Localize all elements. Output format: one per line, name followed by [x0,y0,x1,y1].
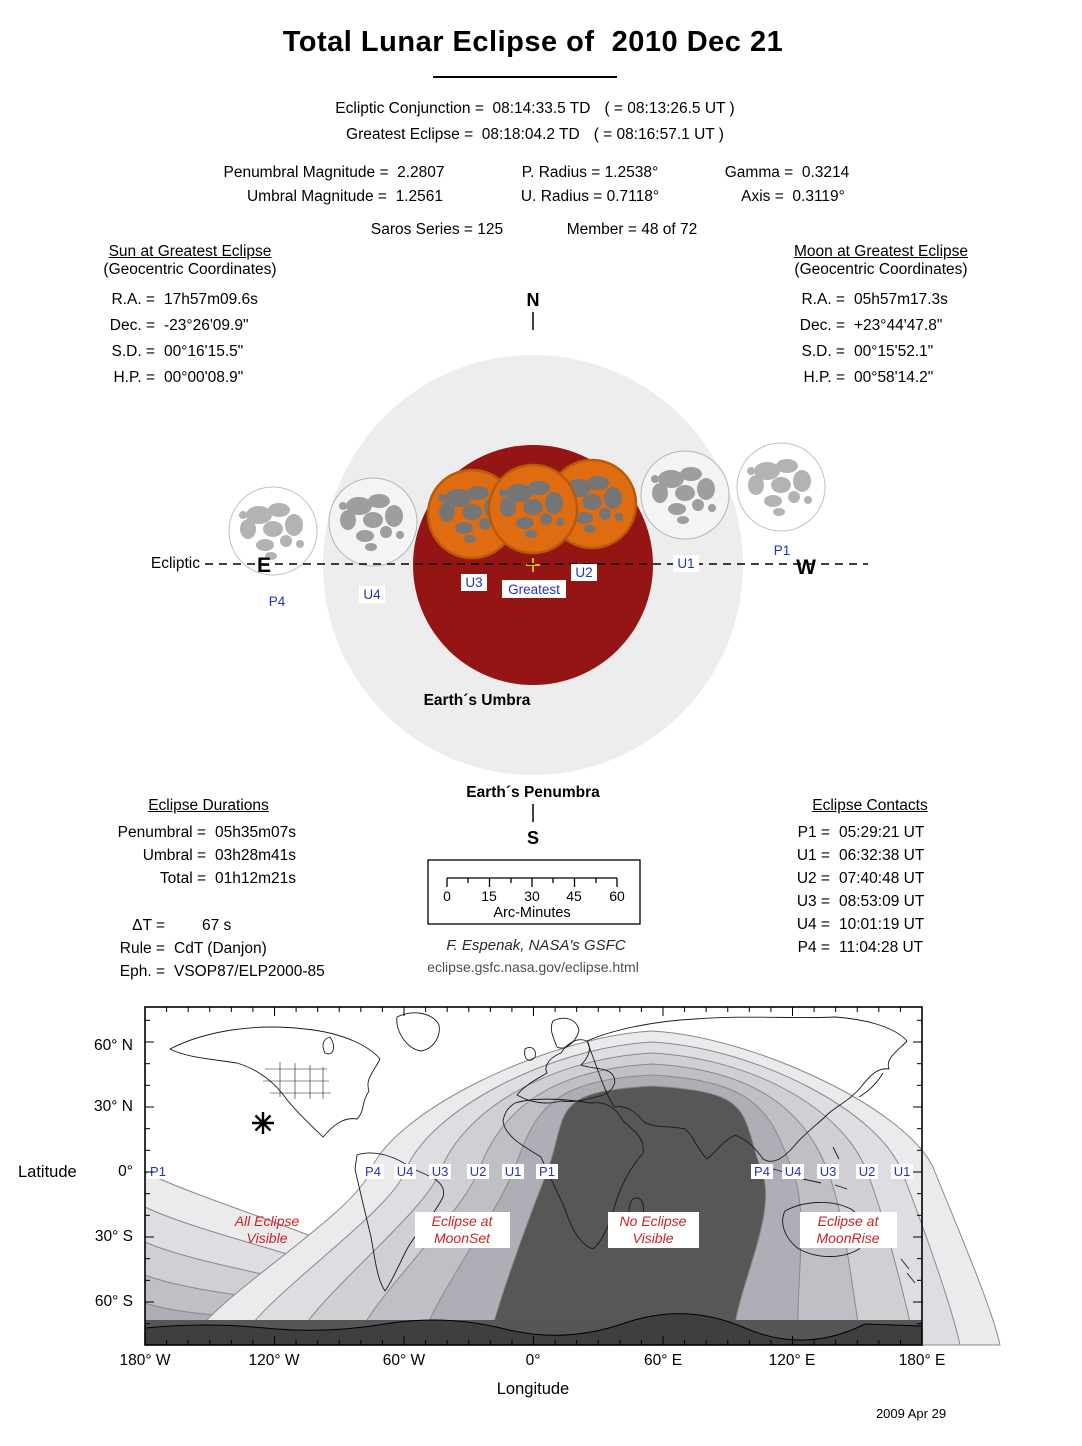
longitude-axis-label: Longitude [496,1380,570,1398]
eclipse-durations-block [91,797,326,888]
moon-hp-value: 00°58'14.2" [854,369,934,386]
sun-dec-value: -23°26'09.9" [164,317,249,334]
contact-u1-value: 06:32:38 UT [839,847,925,864]
moon-sd-value: 00°15'52.1" [854,343,934,360]
map-rise-u1: U1 [893,1164,911,1179]
sun-ra-value: 17h57m09.6s [164,291,258,308]
contacts-heading: Eclipse Contacts [812,797,928,814]
scale-tick-30: 30 [524,888,540,904]
map-set-p4: P4 [365,1164,381,1179]
total-duration-value: 01h12m21s [215,870,297,887]
contact-u2-label: U2 = [796,870,830,887]
lat-tick-60s: 60° S [94,1293,133,1310]
moon-heading: Moon at Greatest Eclipse [793,243,969,260]
date-stamp: 2009 Apr 29 [875,1406,947,1421]
delta-t-value: 67 s [202,917,232,934]
scale-unit-label: Arc-Minutes [493,905,571,921]
moon-p4 [229,487,317,575]
map-rise-u3: U3 [819,1164,837,1179]
east-label: E [256,554,272,577]
west-label: W [796,556,816,579]
lon-tick-120e: 120° E [768,1352,816,1369]
map-set-p1: P1 [539,1164,555,1179]
delta-t-label: ΔT = [132,917,165,934]
conjunction-ut: ( = 08:13:26.5 UT ) [604,100,735,117]
parameters-block [93,917,363,981]
region-moonrise-line1: Eclipse at [817,1213,879,1229]
scale-tick-0: 0 [443,888,451,904]
lon-tick-180e: 180° E [898,1352,946,1369]
sun-hp-label: H.P. = [113,369,155,386]
south-label: S [526,828,540,848]
page-title: Total Lunar Eclipse of 2010 Dec 21 [282,26,784,58]
sun-hp-value: 00°00'08.9" [164,369,244,386]
map-edge-p1: P1 [150,1164,166,1179]
lon-tick-120w: 120° W [248,1352,300,1369]
sun-heading: Sun at Greatest Eclipse [108,243,272,260]
moon-dec-value: +23°44'47.8" [854,317,943,334]
map-set-u2: U2 [469,1164,487,1179]
scale-tick-60: 60 [609,888,625,904]
moon-dec-label: Dec. = [799,317,845,334]
visibility-map [145,1007,1000,1345]
contact-u2-value: 07:40:48 UT [839,870,925,887]
moon-u4 [329,478,417,566]
credit-url: eclipse.gsfc.nasa.gov/eclipse.html [427,959,639,975]
contact-p4-label: P4 = [797,939,830,956]
map-rise-p4: P4 [754,1164,770,1179]
eclipse-contacts-block [790,797,950,957]
u3-label: U3 [465,575,483,590]
greatest-td: Greatest Eclipse = 08:18:04.2 TD [346,126,580,143]
lon-tick-0: 0° [525,1352,541,1369]
umbral-duration-value: 03h28m41s [215,847,297,864]
contact-p1-value: 05:29:21 UT [839,824,925,841]
region-moonset-line2: MoonSet [433,1230,491,1246]
region-moonrise-line2: MoonRise [816,1230,880,1246]
region-no-eclipse-line1: No Eclipse [619,1213,687,1229]
north-label: N [526,290,540,310]
penumbra-label: Earth´s Penumbra [466,784,600,801]
greatest-line [0,126,1070,144]
lon-tick-60w: 60° W [382,1352,426,1369]
u2-label: U2 [575,565,593,580]
map-set-u3: U3 [431,1164,449,1179]
ecliptic-label: Ecliptic [150,555,200,572]
scale-bar [428,860,640,924]
region-all-visible-line2: Visible [246,1230,288,1246]
contact-u4-value: 10:01:19 UT [839,916,925,933]
lon-tick-180w: 180° W [119,1352,171,1369]
penumbral-magnitude: Penumbral Magnitude = 2.2807 [223,164,445,181]
lat-tick-60n: 60° N [94,1037,133,1054]
contact-p4-value: 11:04:28 UT [839,939,924,956]
region-no-eclipse-line2: Visible [632,1230,674,1246]
penumbral-duration-label: Penumbral = [117,824,206,841]
lat-tick-30s: 30° S [94,1228,133,1245]
moon-u1 [641,451,729,539]
p4-label: P4 [268,594,286,609]
moon-ra-label: R.A. = [801,291,845,308]
saros-series: Saros Series = 125 [370,221,504,238]
axis: Axis = 0.3119° [741,188,845,205]
sun-ra-label: R.A. = [111,291,155,308]
scale-tick-45: 45 [566,888,582,904]
umbra-label: Earth´s Umbra [423,692,531,709]
contact-p1-label: P1 = [797,824,830,841]
moon-ra-value: 05h57m17.3s [854,291,948,308]
moon-p1 [737,443,825,531]
durations-heading: Eclipse Durations [148,797,269,814]
moon-sd-label: S.D. = [801,343,845,360]
total-duration-label: Total = [159,870,206,887]
region-moonset-line1: Eclipse at [431,1213,493,1229]
map-rise-u2: U2 [858,1164,876,1179]
credit-author: F. Espenak, NASA's GSFC [446,937,626,954]
moon-subheading: (Geocentric Coordinates) [794,261,968,278]
lat-tick-0: 0° [118,1163,133,1180]
sun-sd-value: 00°16'15.5" [164,343,244,360]
map-rise-u4: U4 [784,1164,802,1179]
region-all-visible-line1: All Eclipse [234,1213,300,1229]
rule-label: Rule = [119,940,165,957]
map-set-u1: U1 [504,1164,522,1179]
ephemeris-value: VSOP87/ELP2000-85 [174,963,325,980]
rule-value: CdT (Danjon) [174,940,267,957]
greatest-ut: ( = 08:16:57.1 UT ) [593,126,724,143]
u-radius: U. Radius = 0.7118° [520,188,660,205]
moon-coordinates-block [750,243,1012,387]
latitude-axis-label: Latitude [18,1163,77,1181]
map-set-u4: U4 [396,1164,414,1179]
conjunction-td: Ecliptic Conjunction = 08:14:33.5 TD [335,100,591,117]
lat-tick-30n: 30° N [94,1098,133,1115]
title-divider [433,76,617,78]
sun-coordinates-block [60,243,320,387]
umbral-duration-label: Umbral = [142,847,206,864]
lon-tick-60e: 60° E [643,1352,683,1369]
gamma: Gamma = 0.3214 [724,164,850,181]
contact-u3-label: U3 = [796,893,830,910]
ephemeris-label: Eph. = [119,963,165,980]
umbral-magnitude: Umbral Magnitude = 1.2561 [246,188,444,205]
contact-u3-value: 08:53:09 UT [839,893,925,910]
sun-dec-label: Dec. = [109,317,155,334]
contact-u1-label: U1 = [796,847,830,864]
p-radius: P. Radius = 1.2538° [521,164,659,181]
u4-label: U4 [363,587,381,602]
penumbral-duration-value: 05h35m07s [215,824,297,841]
sun-subheading: (Geocentric Coordinates) [103,261,277,278]
saros-member: Member = 48 of 72 [566,221,698,238]
u1-label: U1 [677,556,695,571]
sun-sd-label: S.D. = [111,343,155,360]
greatest-label: Greatest [508,582,560,597]
conjunction-line [0,100,1070,118]
moon-hp-label: H.P. = [803,369,845,386]
contact-u4-label: U4 = [796,916,830,933]
moon-greatest [489,465,577,553]
p1-label: P1 [773,543,791,558]
scale-tick-15: 15 [481,888,497,904]
